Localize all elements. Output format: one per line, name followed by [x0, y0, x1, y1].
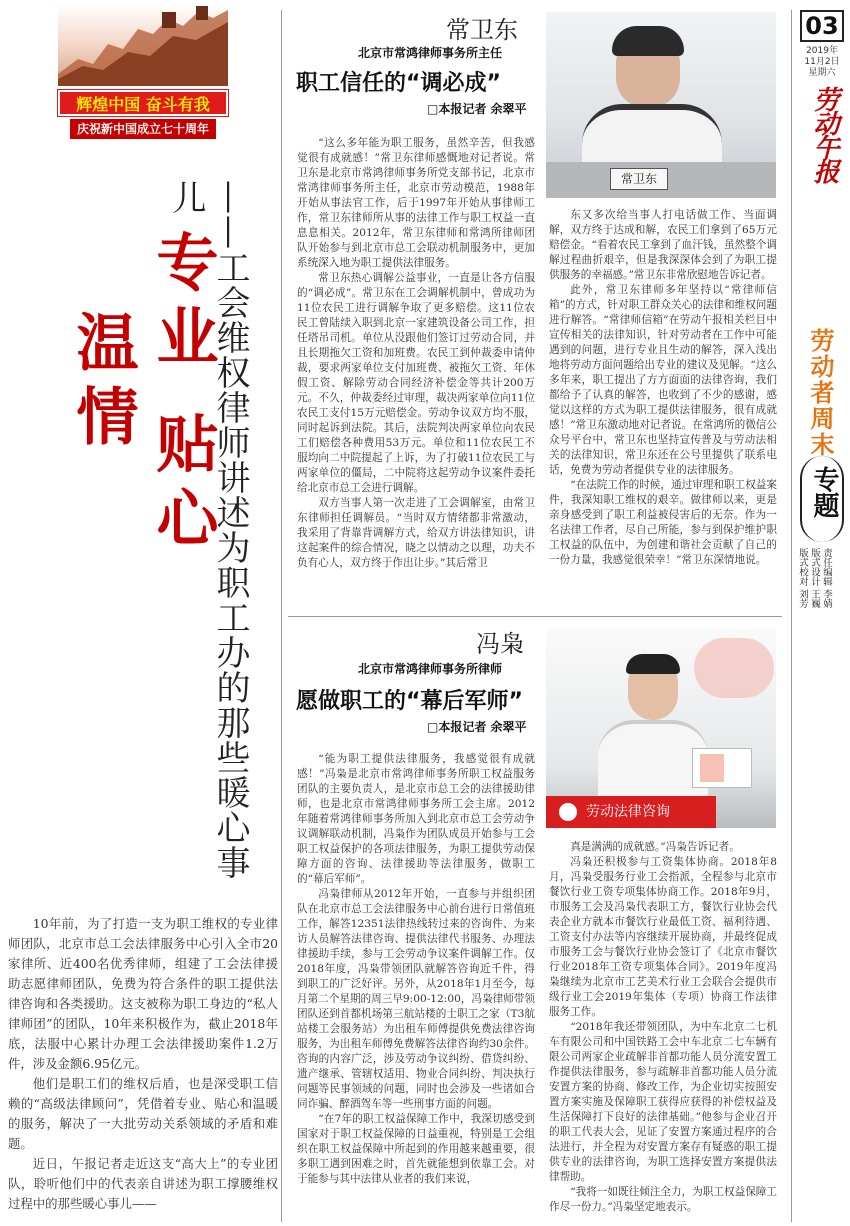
article1-photo-caption: 常卫东: [610, 168, 668, 190]
credit-design: 版式设计 王巍: [809, 548, 820, 609]
section-tag: 专题: [809, 466, 839, 518]
main-headline-line1: 专业 贴心: [146, 230, 219, 560]
article-paragraph: “2018年我还带领团队，为中车北京二七机车有限公司和中国铁路工会中车北京二七车辆有限公司两家企业疏解非首都功能人员分流安置工作提供法律服务，参与疏解非首都功能人员分流安置方案的协商、修改工作，为企业切实按照安置方案实施及保障职工获得应获得的补偿权益及生活保障打下良好的法律基础。”他参与企业召开的职工代表大会，见证了安置方案通过程序的合法进行，并全程为对安置方案存有疑惑的职工提供专业的法律咨询，为职工选择安置方案提供法律帮助。: [549, 1021, 777, 1183]
great-wall-image: [58, 4, 228, 86]
article2-role: 北京市常鸿律师事务所律师: [358, 662, 503, 676]
article1-byline: □本报记者 余翠平: [427, 102, 527, 116]
article1-title: 职工信任的“调必成”: [296, 71, 501, 96]
article1-col2: [549, 208, 777, 568]
article-paragraph: 冯枭还积极参与工资集体协商。2018年8月，冯枭受服务行业工会指派，全程参与北京市餐饮行业工资专项集体协商工作。2018年9月，市服务工会及冯枭代表职工方，餐饮行业协会代表企业方就本市餐饮行业最低工资、福利待遇、工资支付办法等内容继续开展协商，并最终促成市服务工会与餐饮行业协会签订了《北京市餐饮行业2018年工资专项集体合同》。2019年度冯枭继续为北京市工艺美术行业工会联合会提供市级行业工会2019年集体（专项）协商工作法律服务工作。: [549, 856, 777, 1018]
article2-col1: [297, 752, 535, 1187]
article-paragraph: 真是满满的成就感。”冯枭告诉记者。: [570, 841, 740, 853]
banner-line1: 辉煌中国 奋斗有我: [58, 90, 228, 116]
article2-title: 愿做职工的“幕后军师”: [296, 689, 523, 714]
credit-editor: 责任编辑 李婧: [821, 548, 832, 609]
article-paragraph: 常卫东热心调解公益事业，一直是让各方信服的“调必成”。常卫东在工会调解机制中，曾成功为11位农民工进行调解争取了更多赔偿。这11位农民工曾陆续入职到北京一家建筑设备公司工作，担任塔吊司机。单位从没跟他们签订过劳动合同，并且长期拖欠工资和加班费。农民工到仲裁委申请仲裁，要求两家单位支付加班费、被拖欠工资、年休假工资、解除劳动合同经济补偿金等共计200万元。不久，仲裁委经过审理，裁决两家单位向11位农民工支付15万元赔偿金。劳动争议双方均不服，同时起诉到法院。其后，法院判决两家单位向农民工们赔偿各种费用53万元。单位和11位农民工不服均向二中院提起了上诉，为了打破11位农民工与两家单位的僵局，二中院将这起劳动争议案件委托给北京市总工会进行调解。: [297, 272, 535, 494]
article-paragraph: 冯枭律师从2012年开始，一直参与并组织团队在北京市总工会法律服务中心前台进行日常值班工作，解答12351法律热线转过来的咨询件、为来访人员解答法律咨询、提供法律代书服务、办理法律援助手续，参与工会劳动争议案件调解工作。仅2018年度，冯枭带领团队就解答咨询近千件，得到职工的广泛好评。另外，从2018年1月至今，每月第二个星期的周三早9:00-12:00，冯枭律师带领团队还到首都机场第三航站楼的士职工之家（T3航站楼工会服务站）为出租车师傅提供免费法律咨询服务，为出租车师傅免费解答法律咨询约30余件。咨询的内容广泛，涉及劳动争议纠纷、借贷纠纷、遗产继承、管辖权适用、物业合同纠纷、判决执行问题等民事领域的问题，同时也会涉及一些诸如合同诈骗、醉酒驾车等一些刑事方面的问题。: [297, 888, 535, 1110]
intro-p2: 他们是职工们的维权后盾，也是深受职工信赖的“高级法律顾问”，凭借着专业、贴心和温暖的服务，解决了一大批劳动关系领域的矛盾和难题。: [8, 1076, 278, 1151]
article-paragraph: 双方当事人第一次走进了工会调解室，由常卫东律师担任调解员。“当时双方情绪都非常激动，我采用了背靠背调解方式，给双方讲法律知识，讲这起案件的综合情况，晓之以情动之以理，功夫不负有心人，双方终于作出让步。”其后常卫: [297, 497, 535, 569]
union-logo-icon: [556, 800, 580, 824]
article2-photo: [546, 628, 776, 828]
page-number: 03: [800, 10, 844, 42]
banner-line2: 庆祝新中国成立七十周年: [70, 119, 216, 139]
issue-date: [798, 46, 846, 79]
section-title: 劳动者周末: [806, 328, 834, 458]
article-paragraph: “能为职工提供法律服务，我感觉很有成就感！”冯枭是北京市常鸿律师事务所职工权益服务团队的主要负责人，是北京市总工会的法律援助律师，也是北京市常鸿律师事务所工会主席。2012年随着常鸿律师事务所加入到北京市总工会劳动争议调解联动机制，冯枭作为团队成员开始参与工会职工权益保护的各项法律服务，为职工提供劳动保障方面的咨询、法律援助等法律服务，做职工的“幕后军师”。: [297, 753, 535, 885]
sub-headline: ——工会维权律师讲述为职工办的那些暖心事儿: [166, 180, 250, 880]
issue-date-day: 11月2日: [804, 57, 840, 67]
intro-p1: 10年前，为了打造一支为职工维权的专业律师团队，北京市总工会法律服务中心引入全市20家律所、近400名优秀律师，组建了工会法律援助志愿律师团队，免费为符合条件的职工提供法律咨询和各类援助。这支被称为职工身边的“私人律师团”的团队，10年来积极作为，截止2018年底，法服中心累计办理工会法律援助案件1.2万件，涉及金额6.95亿元。: [8, 916, 278, 1071]
masthead-logo: 劳动午报: [809, 86, 839, 182]
article1-name: 常卫东: [446, 16, 518, 44]
credit-proof: 版式校对 刘芳: [797, 548, 808, 609]
article-paragraph: 东又多次给当事人打电话做工作、当面调解，双方终于达成和解，农民工们拿到了65万元赔偿金。“看着农民工拿到了血汗钱，虽然整个调解过程曲折艰辛，但是我深深体会到了为职工提供服务的幸福感。”常卫东非常欣慰地告诉记者。: [549, 209, 777, 281]
issue-date-year: 2019年: [806, 46, 838, 56]
credits: [796, 548, 832, 638]
article2-byline: □本报记者 余翠平: [427, 720, 527, 734]
article2-name: 冯枭: [476, 630, 524, 658]
article-paragraph: “我将一如既往倾注全力，为职工权益保障工作尽一份力。”冯枭坚定地表示。: [549, 1186, 777, 1213]
issue-weekday: 星期六: [808, 68, 836, 78]
article1-col1: [297, 136, 535, 571]
article-paragraph: 此外，常卫东律师多年坚持以“常律师信箱”的方式，针对职工群众关心的法律和维权问题进行解答。“常律师信箱”在劳动午报相关栏目中宣传相关的法律知识，针对劳动者在工作中可能遇到的问题，进行专业且生动的解答，深入浅出地将劳动方面问题给出专业的建议及见解。“这么多年来，职工提出了方方面面的法律咨询，我们都给予了认真的解答，也收到了不少的感谢，感觉以这样的方式为职工提供法律服务，很有成就感！”常卫东激动地对记者说。在常鸿所的微信公众号平台中，常卫东也坚持宣传普及与劳动法相关的法律知识，常卫东还在公号里提供了联系电话，免费为劳动者提供专业的法律服务。: [549, 284, 777, 476]
column-divider-left: [281, 10, 282, 1222]
main-headline-line2: 温情: [66, 310, 139, 458]
article-paragraph: “这么多年能为职工服务，虽然辛苦，但我感觉很有成就感！”常卫东律师感慨地对记者说。常卫东是北京市常鸿律师事务所党支部书记，北京市常鸿律师事务所主任，北京市劳动模范，1988年开始从事法官工作，后于1997年开始从事律师工作，常卫东律师所从事的法律工作与职工权益一直息息相关。2012年，常卫东律师和常鸿所律师团队开始参与到北京市总工会联动机制服务中，更加系统深入地为职工提供法律服务。: [297, 137, 535, 269]
article1-photo: [546, 12, 776, 198]
article2-photo-sign-text: 劳动法律咨询: [586, 804, 670, 820]
banner: [58, 4, 228, 144]
intro-p3: 近日，午报记者走近这支“高大上”的专业团队，聆听他们中的代表亲自讲述为职工撑腰维权过程中的那些暖心事儿——: [8, 1156, 278, 1211]
article1-role: 北京市常鸿律师事务所主任: [358, 46, 503, 60]
right-divider: [791, 10, 792, 1222]
article-paragraph: “在法院工作的时候，通过审理和职工权益案件，我深知职工维权的艰辛。做律师以来，更是亲身感受到了职工利益被侵害后的无奈。作为一名法律工作者，尽自己所能，参与到保护维护职工权益的队伍中，为创建和谐社会贡献了自己的一份力量，我感觉很荣幸！”常卫东深情地说。: [549, 479, 777, 566]
article-paragraph: “在7年的职工权益保障工作中，我深切感受到国家对于职工权益保障的日益重视，特别是工会组织在职工权益保障中所起到的作用越来越重要，很多职工遇到困难之时，首先就能想到依靠工会。对于能参与其中法律从业者的我们来说，: [297, 1113, 535, 1185]
article2-col2: [549, 840, 777, 1215]
intro-text: [8, 914, 278, 1214]
article-divider: [288, 616, 782, 617]
